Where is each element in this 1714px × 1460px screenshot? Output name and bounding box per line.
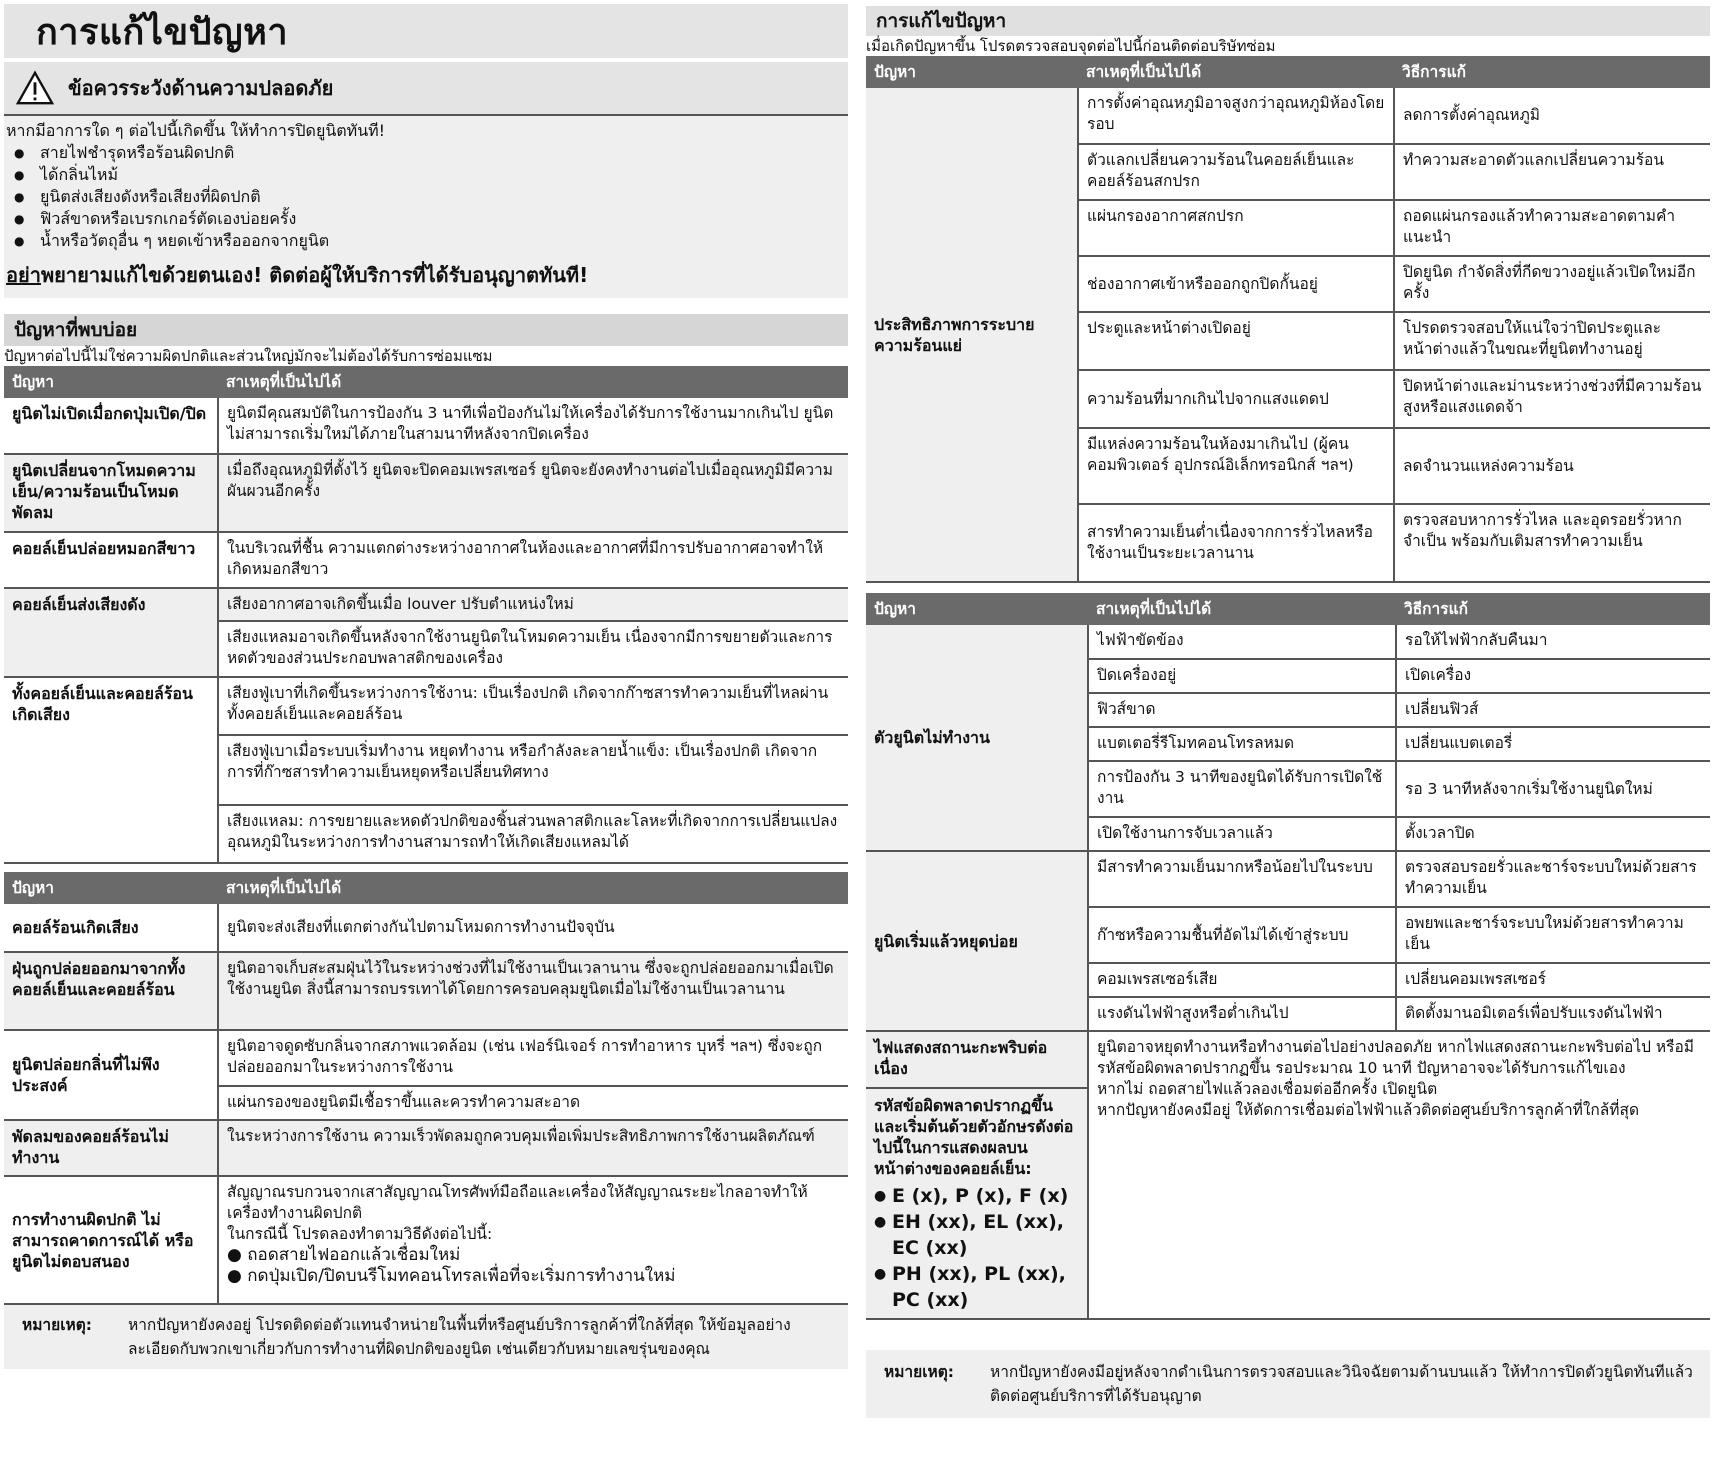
safety-header xyxy=(4,62,848,116)
col-header-solution: วิธีการแก้ xyxy=(1396,593,1710,625)
problem-cell: การทำงานผิดปกติ ไม่สามารถคาดการณ์ได้ หรือยูนิตไม่ตอบสนอง xyxy=(4,1176,218,1304)
cause-cell: การตั้งค่าอุณหภูมิอาจสูงกว่าอุณหภูมิห้องโดยรอบ xyxy=(1078,88,1394,144)
error-solution-line: หากไม่ ถอดสายไฟแล้วลองเชื่อมต่ออีกครั้ง เปิดยูนิต xyxy=(1097,1080,1438,1098)
problem-cell xyxy=(866,1031,1088,1319)
safety-item: ● ฟิวส์ขาดหรือเบรกเกอร์ตัดเองบ่อยครั้ง xyxy=(6,208,846,230)
problem-cell: คอยล์เย็นปล่อยหมอกสีขาว xyxy=(4,532,218,588)
col-header-problem: ปัญหา xyxy=(4,366,218,398)
safety-body xyxy=(4,116,848,298)
cause-cell: เสียงฟู่เบาที่เกิดขึ้นระหว่างการใช้งาน: เป็นเรื่องปกติ เกิดจากก๊าซสารทำความเย็นที่ไหลผ่านทั้งคอยล์เย็นและคอยล์ร้อน xyxy=(218,677,848,735)
troubleshoot-table-1 xyxy=(866,56,1710,583)
solution-cell: เปลี่ยนคอมเพรสเซอร์ xyxy=(1396,963,1710,997)
col-header-cause: สาเหตุที่เป็นไปได้ xyxy=(218,366,848,398)
solution-cell: ถอดแผ่นกรองแล้วทำความสะอาดตามคำแนะนำ xyxy=(1394,200,1710,256)
table-row xyxy=(4,454,848,532)
troubleshoot-table-2 xyxy=(866,593,1710,1320)
error-code: ● EH (xx), EL (xx), EC (xx) xyxy=(874,1209,1079,1261)
cause-cell: ยูนิตอาจเก็บสะสมฝุ่นไว้ในระหว่างช่วงที่ไม่ใช้งานเป็นเวลานาน ซึ่งจะถูกปล่อยออกมาเมื่อเปิดใช้งานยูนิต สิ่งนี้สามารถบรรเทาได้โดยการครอบคลุมยูนิตเมื่อไม่ใช้งานเป็นเวลานาน xyxy=(218,952,848,1030)
table-row xyxy=(4,1030,848,1086)
right-note xyxy=(866,1350,1710,1418)
warning-rest: พยายามแก้ไขด้วยตนเอง! ติดต่อผู้ให้บริการที่ได้รับอนุญาตทันที! xyxy=(40,263,589,287)
problem-cell: ตัวยูนิตไม่ทำงาน xyxy=(866,625,1088,851)
problem-cell: พัดลมของคอยล์ร้อนไม่ทำงาน xyxy=(4,1120,218,1176)
table-row xyxy=(4,588,848,621)
table-row xyxy=(4,1176,848,1304)
safety-list xyxy=(6,142,846,252)
safety-warning xyxy=(6,264,846,286)
error-problem-2: รหัสข้อผิดพลาดปรากฏขึ้นและเริ่มต้นด้วยตัวอักษรดังต่อไปนี้ในการแสดงผลบนหน้าต่างของคอยล์เย็น: xyxy=(874,1096,1074,1178)
solution-cell: โปรดตรวจสอบให้แน่ใจว่าปิดประตูและหน้าต่างแล้วในขณะที่ยูนิตทำงานอยู่ xyxy=(1394,312,1710,370)
table-row xyxy=(4,952,848,1030)
table-row xyxy=(866,88,1710,144)
col-header-problem: ปัญหา xyxy=(866,56,1078,88)
safety-item: ● สายไฟชำรุดหรือร้อนผิดปกติ xyxy=(6,142,846,164)
cause-cell xyxy=(218,1176,848,1304)
cause-cell: ในบริเวณที่ชื้น ความแตกต่างระหว่างอากาศในห้องและอากาศที่มีการปรับอากาศอาจทำให้เกิดหมอกสีขาว xyxy=(218,532,848,588)
problem-cell: ฝุ่นถูกปล่อยออกมาจากทั้งคอยล์เย็นและคอยล์ร้อน xyxy=(4,952,218,1030)
col-header-problem: ปัญหา xyxy=(866,593,1088,625)
cause-line: ● ถอดสายไฟออกแล้วเชื่อมใหม่ xyxy=(227,1245,461,1265)
cause-line: ในกรณีนี้ โปรดลองทำตามวิธีดังต่อไปนี้: xyxy=(227,1225,493,1243)
error-code: ● PH (xx), PL (xx), PC (xx) xyxy=(874,1261,1079,1313)
table-row xyxy=(866,851,1710,907)
solution-cell: ลดการตั้งค่าอุณหภูมิ xyxy=(1394,88,1710,144)
solution-cell: ปิดยูนิต กำจัดสิ่งที่กีดขวางอยู่แล้วเปิดใหม่อีกครั้ง xyxy=(1394,256,1710,312)
solution-cell: รอ 3 นาทีหลังจากเริ่มใช้งานยูนิตใหม่ xyxy=(1396,761,1710,817)
solution-cell: ปิดหน้าต่างและม่านระหว่างช่วงที่มีความร้อนสูงหรือแสงแดดจ้า xyxy=(1394,370,1710,428)
safety-intro: หากมีอาการใด ๆ ต่อไปนี้เกิดขึ้น ให้ทำการปิดยูนิตทันที! xyxy=(6,121,386,140)
right-heading: การแก้ไขปัญหา xyxy=(866,6,1710,36)
cause-cell: การป้องกัน 3 นาทีของยูนิตได้รับการเปิดใช้งาน xyxy=(1088,761,1396,817)
note-label: หมายเหตุ: xyxy=(884,1363,954,1381)
table-row xyxy=(4,1120,848,1176)
solution-cell: ตั้งเวลาปิด xyxy=(1396,817,1710,851)
cause-line: สัญญาณรบกวนจากเสาสัญญาณโทรศัพท์มือถือและเครื่องให้สัญญาณระยะไกลอาจทำให้เครื่องทำงานผิดปกติ xyxy=(227,1183,808,1222)
cause-cell: ประตูและหน้าต่างเปิดอยู่ xyxy=(1078,312,1394,370)
cause-cell: แผ่นกรองอากาศสกปรก xyxy=(1078,200,1394,256)
table-row xyxy=(4,904,848,952)
error-solution-line: หากปัญหายังคงมีอยู่ ให้ตัดการเชื่อมต่อไฟฟ้าแล้วติดต่อศูนย์บริการลูกค้าที่ใกล้ที่สุด xyxy=(1097,1101,1640,1119)
note-label: หมายเหตุ: xyxy=(22,1316,92,1334)
col-header-cause: สาเหตุที่เป็นไปได้ xyxy=(1088,593,1396,625)
cause-cell: คอมเพรสเซอร์เสีย xyxy=(1088,963,1396,997)
safety-item: ● ยูนิตส่งเสียงดังหรือเสียงที่ผิดปกติ xyxy=(6,186,846,208)
cause-cell: ก๊าซหรือความชื้นที่อัดไม่ได้เข้าสู่ระบบ xyxy=(1088,907,1396,963)
cause-cell: เสียงอากาศอาจเกิดขึ้นเมื่อ louver ปรับตำแหน่งใหม่ xyxy=(218,588,848,621)
table-row xyxy=(866,625,1710,659)
cause-line: ● กดปุ่มเปิด/ปิดบนรีโมทคอนโทรลเพื่อที่จะเริ่มการทำงานใหม่ xyxy=(227,1266,676,1286)
right-column xyxy=(866,0,1710,1418)
cause-cell: ช่องอากาศเข้าหรือออกถูกปิดกั้นอยู่ xyxy=(1078,256,1394,312)
col-header-cause: สาเหตุที่เป็นไปได้ xyxy=(218,872,848,904)
cause-cell: เปิดใช้งานการจับเวลาแล้ว xyxy=(1088,817,1396,851)
safety-item: ● ได้กลิ่นไหม้ xyxy=(6,164,846,186)
right-subtitle: เมื่อเกิดปัญหาขึ้น โปรดตรวจสอบจุดต่อไปนี้ก่อนติดต่อบริษัทซ่อม xyxy=(866,37,1276,55)
cause-cell: เสียงแหลม: การขยายและหดตัวปกติของชิ้นส่วนพลาสติกและโลหะที่เกิดจากการเปลี่ยนแปลงอุณหภูมิในระหว่างการทำงานสามารถทำให้เกิดเสียงแหลมได้ xyxy=(218,805,848,863)
table-row xyxy=(4,532,848,588)
solution-cell: เปลี่ยนฟิวส์ xyxy=(1396,693,1710,727)
cause-cell: สารทำความเย็นต่ำเนื่องจากการรั่วไหลหรือใช้งานเป็นระยะเวลานาน xyxy=(1078,504,1394,582)
problem-cell: คอยล์เย็นส่งเสียงดัง xyxy=(4,588,218,677)
solution-cell: ลดจำนวนแหล่งความร้อน xyxy=(1394,428,1710,504)
cause-cell: ปิดเครื่องอยู่ xyxy=(1088,659,1396,693)
cause-cell: ความร้อนที่มากเกินไปจากแสงแดดป xyxy=(1078,370,1394,428)
cause-cell: แบตเตอรี่รีโมทคอนโทรลหมด xyxy=(1088,727,1396,761)
problem-cell: ยูนิตปล่อยกลิ่นที่ไม่พึงประสงค์ xyxy=(4,1030,218,1120)
cause-cell: เสียงฟู่เบาเมื่อระบบเริ่มทำงาน หยุดทำงาน หรือกำลังละลายน้ำแข็ง: เป็นเรื่องปกติ เกิดจากการที่ก๊าซสารทำความเย็นหยุดหรือเปลี่ยนทิศทาง xyxy=(218,735,848,805)
solution-cell: อพยพและชาร์จระบบใหม่ด้วยสารทำความเย็น xyxy=(1396,907,1710,963)
cause-cell: ยูนิตมีคุณสมบัติในการป้องกัน 3 นาทีเพื่อป้องกันไม่ให้เครื่องได้รับการใช้งานมากเกินไป ยูนิตไม่สามารถเริ่มใหม่ได้ภายในสามนาทีหลังจากปิดเครื่อง xyxy=(218,398,848,454)
page-title-bar xyxy=(4,4,848,58)
table-row xyxy=(4,677,848,735)
common-table-2 xyxy=(4,872,848,1305)
cause-cell: มีแหล่งความร้อนในห้องมาเกินไป (ผู้คน คอมพิวเตอร์ อุปกรณ์อิเล็กทรอนิกส์ ฯลฯ) xyxy=(1078,428,1394,504)
cause-cell: แรงดันไฟฟ้าสูงหรือต่ำเกินไป xyxy=(1088,997,1396,1031)
common-table-1 xyxy=(4,366,848,864)
error-codes xyxy=(874,1183,1079,1313)
solution-cell: รอให้ไฟฟ้ากลับคืนมา xyxy=(1396,625,1710,659)
problem-cell: ประสิทธิภาพการระบายความร้อนแย่ xyxy=(866,88,1078,582)
error-solution-cell xyxy=(1088,1031,1710,1319)
cause-cell: ยูนิตอาจดูดซับกลิ่นจากสภาพแวดล้อม (เช่น เฟอร์นิเจอร์ การทำอาหาร บุหรี่ ฯลฯ) ซึ่งจะถูกปล่อยออกมาในระหว่างการใช้งาน xyxy=(218,1030,848,1086)
error-problem-1: ไฟแสดงสถานะกะพริบต่อเนื่อง xyxy=(866,1037,1087,1089)
warning-underlined: อย่า xyxy=(6,263,41,287)
problem-cell: ยูนิตเปลี่ยนจากโหมดความเย็น/ความร้อนเป็นโหมดพัดลม xyxy=(4,454,218,532)
problem-cell: ยูนิตเริ่มแล้วหยุดบ่อย xyxy=(866,851,1088,1031)
solution-cell: ตรวจสอบรอยรั่วและชาร์จระบบใหม่ด้วยสารทำความเย็น xyxy=(1396,851,1710,907)
cause-cell: ฟิวส์ขาด xyxy=(1088,693,1396,727)
left-note xyxy=(4,1305,848,1369)
solution-cell: ทำความสะอาดตัวแลกเปลี่ยนความร้อน xyxy=(1394,144,1710,200)
cause-cell: มีสารทำความเย็นมากหรือน้อยไปในระบบ xyxy=(1088,851,1396,907)
safety-item: ● น้ำหรือวัตถุอื่น ๆ หยดเข้าหรือออกจากยูนิต xyxy=(6,230,846,252)
col-header-solution: วิธีการแก้ xyxy=(1394,56,1710,88)
col-header-cause: สาเหตุที่เป็นไปได้ xyxy=(1078,56,1394,88)
warning-icon xyxy=(16,70,54,106)
page-title: การแก้ไขปัญหา xyxy=(36,11,289,53)
col-header-problem: ปัญหา xyxy=(4,872,218,904)
problem-cell: ยูนิตไม่เปิดเมื่อกดปุ่มเปิด/ปิด xyxy=(4,398,218,454)
cause-cell: ไฟฟ้าขัดข้อง xyxy=(1088,625,1396,659)
cause-cell: เสียงแหลมอาจเกิดขึ้นหลังจากใช้งานยูนิตในโหมดความเย็น เนื่องจากมีการขยายตัวและการหดตัวของส่วนประกอบพลาสติกของเครื่อง xyxy=(218,621,848,677)
common-heading: ปัญหาที่พบบ่อย xyxy=(4,314,848,346)
cause-cell: ยูนิตจะส่งเสียงที่แตกต่างกันไปตามโหมดการทำงานปัจจุบัน xyxy=(218,904,848,952)
problem-cell: ทั้งคอยล์เย็นและคอยล์ร้อนเกิดเสียง xyxy=(4,677,218,863)
cause-cell: เมื่อถึงอุณหภูมิที่ตั้งไว้ ยูนิตจะปิดคอมเพรสเซอร์ ยูนิตจะยังคงทำงานต่อไปเมื่ออุณหภูมิมีความผันผวนอีกครั้ง xyxy=(218,454,848,532)
safety-heading: ข้อควรระวังด้านความปลอดภัย xyxy=(68,76,334,100)
note-text: หากปัญหายังคงมีอยู่หลังจากดำเนินการตรวจสอบและวินิจฉัยตามด้านบนแล้ว ให้ทำการปิดตัวยูนิตทันทีแล้วติดต่อศูนย์บริการที่ได้รับอนุญาต xyxy=(990,1363,1693,1405)
cause-cell: ตัวแลกเปลี่ยนความร้อนในคอยล์เย็นและคอยล์ร้อนสกปรก xyxy=(1078,144,1394,200)
solution-cell: ติดตั้งมานอมิเตอร์เพื่อปรับแรงดันไฟฟ้า xyxy=(1396,997,1710,1031)
note-text: หากปัญหายังคงอยู่ โปรดติดต่อตัวแทนจำหน่ายในพื้นที่หรือศูนย์บริการลูกค้าที่ใกล้ที่สุด ให้ข้อมูลอย่างละเอียดกับพวกเขาเกี่ยวกับการทำงานที่ผิดปกติของยูนิต เช่นเดียวกับหมายเลขรุ่นของคุณ xyxy=(128,1316,791,1358)
problem-cell: คอยล์ร้อนเกิดเสียง xyxy=(4,904,218,952)
table-row xyxy=(4,398,848,454)
solution-cell: เปลี่ยนแบตเตอรี่ xyxy=(1396,727,1710,761)
common-subtitle: ปัญหาต่อไปนี้ไม่ใช่ความผิดปกติและส่วนใหญ่มักจะไม่ต้องได้รับการซ่อมแซม xyxy=(4,347,493,365)
error-code: ● E (x), P (x), F (x) xyxy=(874,1183,1079,1209)
table-row xyxy=(866,1031,1710,1319)
cause-cell: ในระหว่างการใช้งาน ความเร็วพัดลมถูกควบคุมเพื่อเพิ่มประสิทธิภาพการใช้งานผลิตภัณฑ์ xyxy=(218,1120,848,1176)
error-solution-line: ยูนิตอาจหยุดทำงานหรือทำงานต่อไปอย่างปลอดภัย หากไฟแสดงสถานะกะพริบต่อไป หรือมีรหัสข้อผิดพลาดปรากฏขึ้น รอประมาณ 10 นาที ปัญหาอาจจะได้รับการแก้ไขเอง xyxy=(1097,1038,1694,1077)
left-column xyxy=(4,0,848,1369)
solution-cell: เปิดเครื่อง xyxy=(1396,659,1710,693)
cause-cell: แผ่นกรองของยูนิตมีเชื้อราขึ้นและควรทำความสะอาด xyxy=(218,1086,848,1120)
solution-cell: ตรวจสอบหาการรั่วไหล และอุดรอยรั่วหากจำเป็น พร้อมกับเติมสารทำความเย็น xyxy=(1394,504,1710,582)
